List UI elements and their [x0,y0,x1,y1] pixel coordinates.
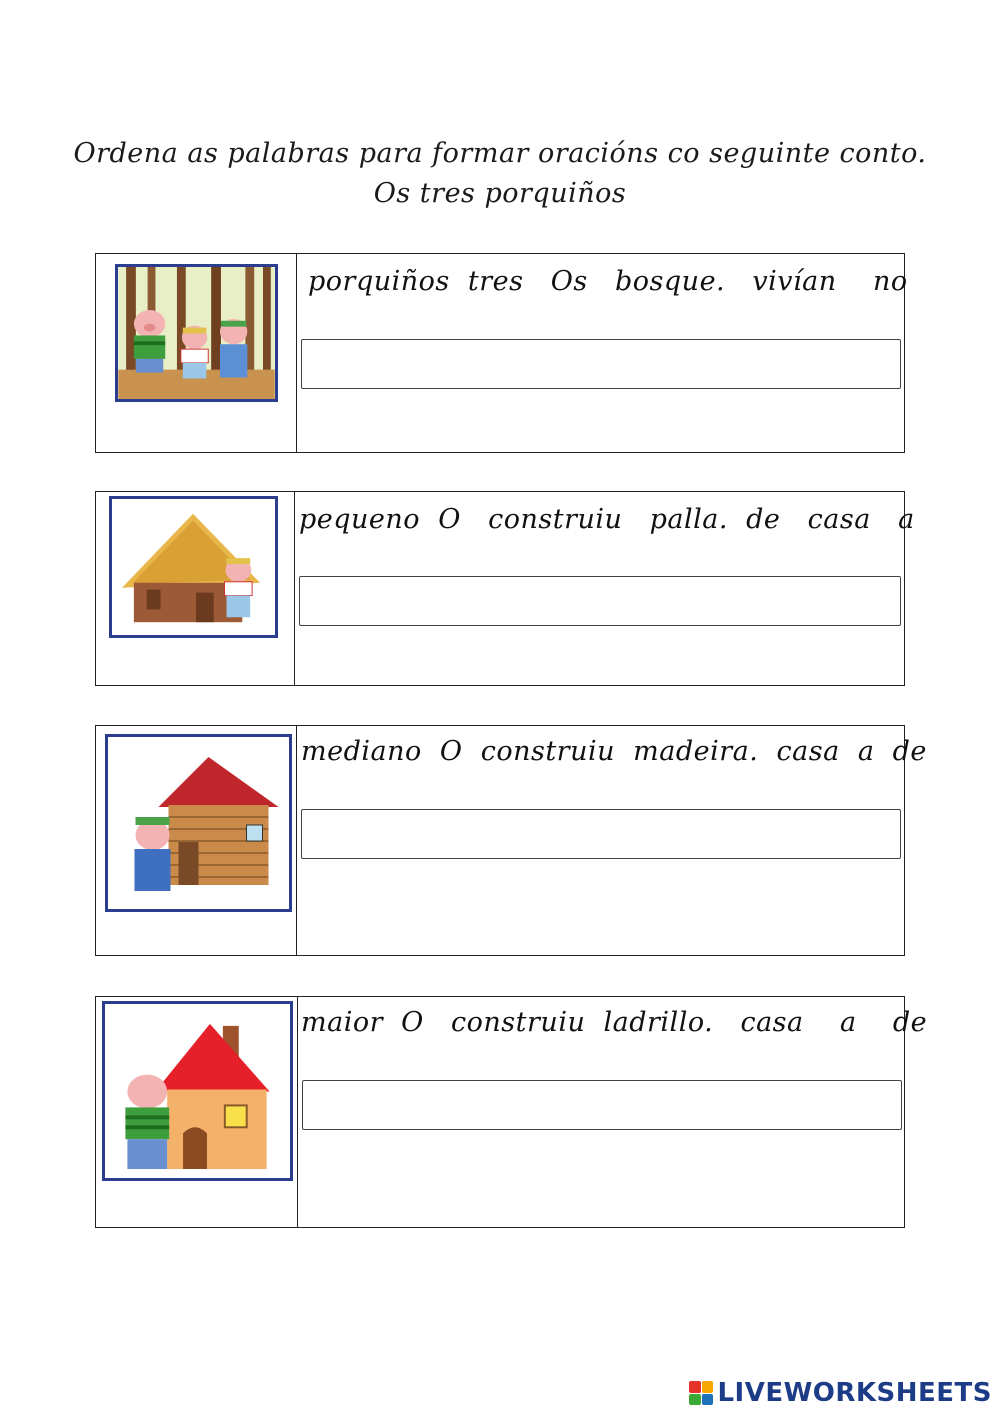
brick-house-illustration [105,1004,290,1178]
answer-input-4[interactable] [302,1080,902,1130]
exercise-card-3 [95,725,927,956]
exercise-card-1 [95,253,908,453]
liveworksheets-logo [689,1378,992,1408]
wood-house-illustration [108,737,289,909]
scrambled-words-3: mediano O construiu madeira. casa a de [301,736,927,767]
scrambled-words-2: pequeno O construiu palla. de casa a [299,504,915,535]
scrambled-words-4: maior O construiu ladrillo. casa a de [301,1007,928,1038]
answer-input-1[interactable] [301,339,901,389]
brick-house-pig-image [102,1001,293,1181]
three-pigs-forest-image [115,264,278,402]
wood-house-pig-image [105,734,292,912]
brand-name: LIVEWORKSHEETS [717,1378,992,1408]
exercise-card-4 [95,996,928,1228]
story-title: Os tres porquiños [373,178,627,209]
straw-house-pig-image [109,496,278,638]
worksheet-instruction: Ordena as palabras para formar oracións co seguinte conto. [73,138,927,169]
exercise-card-2 [95,491,915,686]
three-pigs-forest-illustration [118,267,275,399]
straw-house-illustration [112,499,275,635]
answer-input-2[interactable] [299,576,901,626]
answer-input-3[interactable] [301,809,901,859]
liveworksheets-grid-icon [689,1381,713,1405]
scrambled-words-1: porquiños tres Os bosque. vivían no [308,266,908,297]
